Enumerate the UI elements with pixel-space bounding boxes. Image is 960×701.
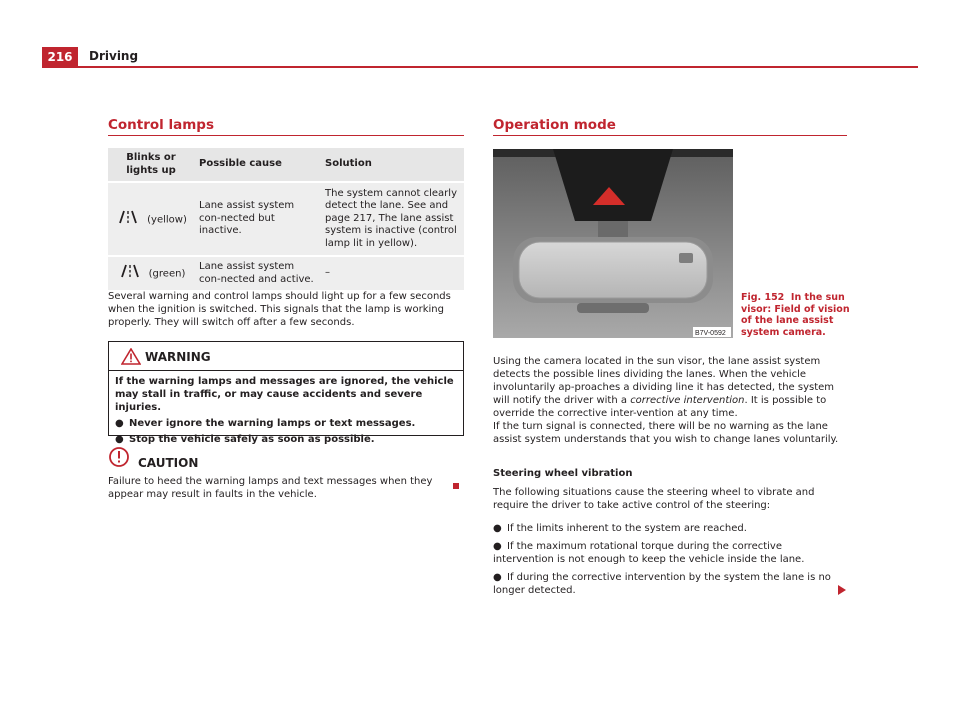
operation-paragraph: Using the camera located in the sun visor, the lane assist system detects the possible lines dividing the lanes. When the vehicle involuntarily ap-proaches a dividing line it has detected, the system will notify the driver with a corrective intervention. It is possible to override the corrective inter-vention at any time. <box>493 356 835 419</box>
section-title-operation-mode: Operation mode <box>493 117 616 133</box>
table-header-row <box>108 148 464 182</box>
header-rule <box>42 66 918 68</box>
lamp-cell <box>108 182 194 256</box>
list-item: ● If the maximum rotational torque during the corrective intervention is not enough to keep the vehicle inside the lane. <box>493 541 805 565</box>
warning-bullet: ● Stop the vehicle safely as soon as possible. <box>115 434 375 445</box>
section-rule <box>493 135 847 136</box>
lamp-color: (yellow) <box>147 214 187 225</box>
warning-triangle-icon <box>121 348 141 365</box>
section-end-marker <box>453 483 459 489</box>
figure-caption <box>741 292 851 338</box>
cause-cell: Lane assist system con-nected and active. <box>194 256 320 291</box>
lamp-cell <box>108 256 194 291</box>
column-header: Solution <box>320 148 464 182</box>
list-item: ● If during the corrective intervention by the system the lane is no longer detected. <box>493 572 831 596</box>
warning-bullet: ● Never ignore the warning lamps or text messages. <box>115 418 416 429</box>
figure-caption-text: In the sun visor: Field of vision of the lane assist system camera. <box>741 292 850 338</box>
continue-arrow-icon <box>838 585 846 595</box>
turn-signal-paragraph: If the turn signal is connected, there will be no warning as the lane assist system understands that you wish to change lanes voluntarily. <box>493 421 839 445</box>
cause-cell: Lane assist system con-nected but inactive. <box>194 182 320 256</box>
solution-cell: – <box>320 256 464 291</box>
column-header: Blinks or lights up <box>108 148 194 182</box>
column-header: Possible cause <box>194 148 320 182</box>
figure-code: B7V-0592 <box>695 330 726 337</box>
lane-assist-icon <box>115 210 141 229</box>
lane-assist-icon <box>117 264 143 283</box>
caution-icon <box>108 446 130 468</box>
table-row <box>108 256 464 291</box>
figure-label: Fig. 152 <box>741 292 785 303</box>
intro-paragraph: Several warning and control lamps should light up for a few seconds when the ignition is switched. This signals that the lamp is working properly. They will switch off after a few seconds. <box>108 291 451 328</box>
warning-header <box>109 342 463 371</box>
chapter-title: Driving <box>89 49 139 63</box>
vibration-intro: The following situations cause the steering wheel to vibrate and require the driver to take active control of the steering: <box>493 487 815 511</box>
warning-title: WARNING <box>145 350 211 364</box>
list-item: ● If the limits inherent to the system are reached. <box>493 523 747 534</box>
control-lamps-table <box>108 148 464 292</box>
figure-photo <box>493 149 733 338</box>
section-rule <box>108 135 464 136</box>
caution-text: Failure to heed the warning lamps and text messages when they appear may result in faults in the vehicle. <box>108 476 433 500</box>
caution-title: CAUTION <box>138 456 199 470</box>
warning-box <box>108 341 464 445</box>
rearview-mirror-illustration <box>493 149 733 338</box>
lamp-color: (green) <box>148 268 186 280</box>
steering-vibration-heading: Steering wheel vibration <box>493 468 633 479</box>
solution-cell: The system cannot clearly detect the lane. See and page 217, The lane assist system is inactive (control lamp lit in yellow). <box>320 182 464 256</box>
section-title-control-lamps: Control lamps <box>108 117 215 133</box>
page-number: 216 <box>42 47 78 67</box>
table-row <box>108 182 464 256</box>
warning-text: If the warning lamps and messages are ignored, the vehicle may stall in traffic, or may cause accidents and severe injuries. <box>115 376 454 413</box>
